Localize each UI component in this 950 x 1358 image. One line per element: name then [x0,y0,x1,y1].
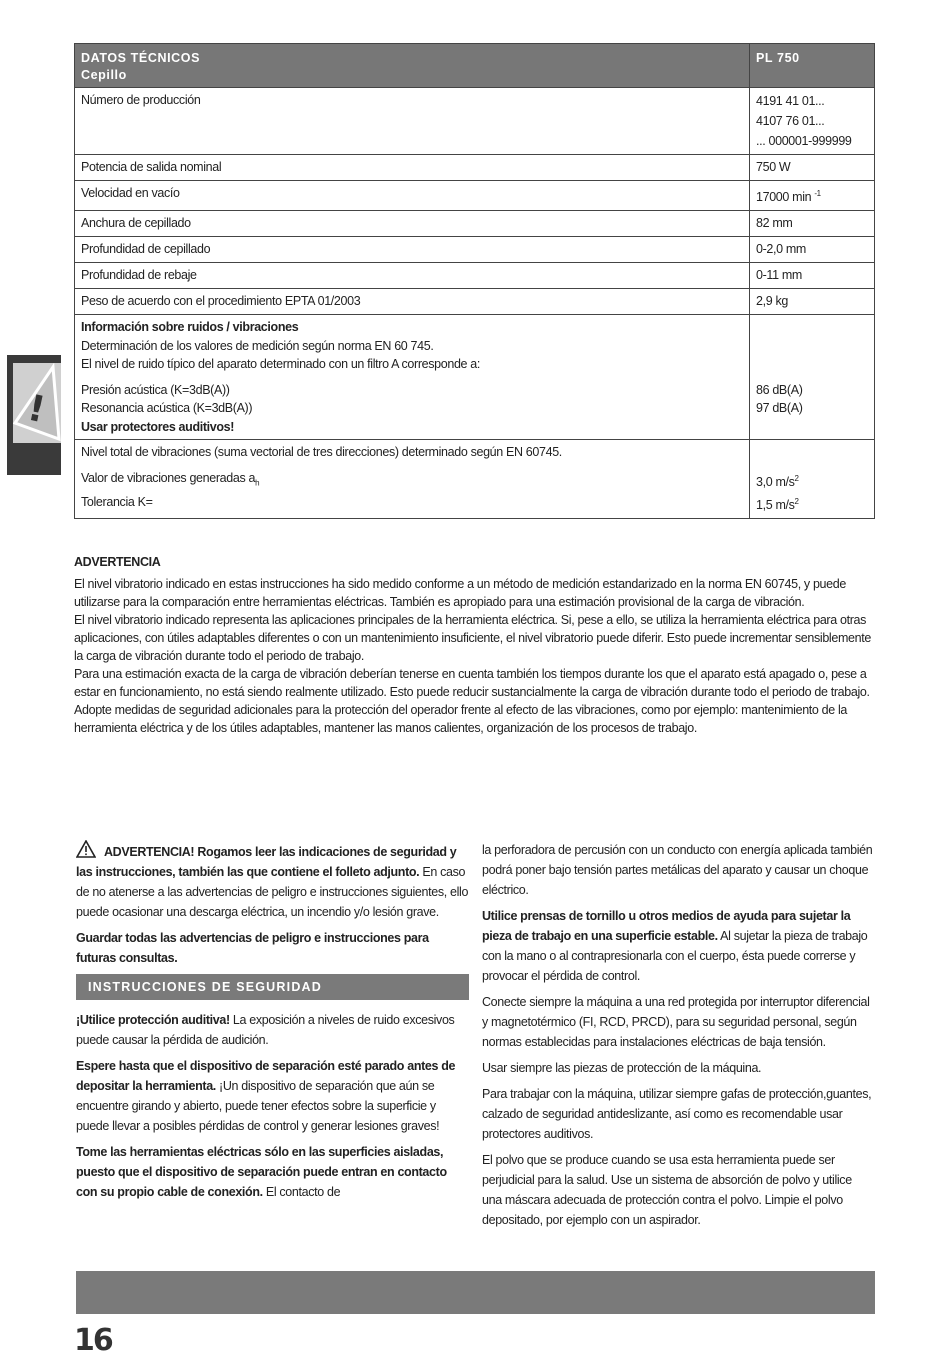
general-warning [76,840,469,922]
row-value [750,88,875,155]
vibration-value: 3,0 m/s [756,475,795,490]
pressure-label: Presión acústica (K=3dB(A)) [81,382,230,397]
keep-instructions [76,928,469,968]
row-value: 0-2,0 mm [750,237,875,263]
advertencia-paragraph: El nivel vibratorio indicado en estas instrucciones ha sido medido conforme a un método de medición estandarizado en la norma EN 60745, y puede utilizarse para la comparación entre herramientas eléctricas. También es apropiado para una estimación provisional de la carga de vibración. [74,577,846,609]
safety-text: La exposición a niveles de ruido excesivos puede causar la pérdida de audición. [76,1013,455,1047]
safety-bold: ¡Utilice protección auditiva! [76,1013,230,1027]
keep-text: Guardar todas las advertencias de peligro e instrucciones para futuras consultas. [76,931,429,965]
left-column [76,840,469,1208]
row-value: 2,9 kg [750,289,875,315]
model-name: PL 750 [750,44,875,88]
speed-value: 17000 min [756,190,812,205]
tolerance-label: Tolerancia K= [81,494,153,509]
row-value [750,181,875,211]
row-label: Potencia de salida nominal [75,155,750,181]
row-label: Profundidad de rebaje [75,263,750,289]
row-value: 82 mm [750,211,875,237]
section-heading: INSTRUCCIONES DE SEGURIDAD [76,974,469,1000]
prod-number-3: ... 000001-999999 [756,134,852,148]
vibration-info [75,440,750,519]
safety-bold: Utilice prensas de tornillo u otros medios de ayuda para sujetar la pieza de trabajo en una superficie estable. [482,909,851,943]
safety-paragraph: Usar siempre las piezas de protección de la máquina. [482,1061,762,1075]
warning-text: En caso de no atenerse a las advertencias de peligro e instrucciones siguientes, ello puede ocasionar una descarga eléctrica, un incendio y/o lesión grave. [76,865,469,919]
safety-bold: Tome las herramientas eléctricas sólo en las superficies aisladas, puesto que el dispositivo de separación puede entran en contacto con su propio cable de conexión. [76,1145,447,1199]
advertencia-paragraph: Adopte medidas de seguridad adicionales para la protección del operador frente al efecto de las vibraciones, como por ejemplo: mantenimiento de la herramienta eléctrica y de los útiles adaptables, mantener las manos calientes, organización de los procesos de trabajo. [74,703,848,735]
vibration-values [750,440,875,519]
row-value: 0-11 mm [750,263,875,289]
table-subtitle: Cepillo [81,68,127,82]
table-row [75,181,875,211]
advertencia-paragraph: El nivel vibratorio indicado representa las aplicaciones principales de la herramienta eléctrica. Si, pese a ello, se utiliza la herramienta eléctrica para otras aplicaciones, con útiles adaptables diferentes o con un mantenimiento insuficiente, el nivel vibratorio puede diferir. Esto puede incrementar sensiblemente la carga de vibración durante todo el periodo de trabajo. [74,613,871,663]
safety-text: Al sujetar la pieza de trabajo con la mano o al contrapresionarla con el cuerpo, ésta puede correrse y provocar el pérdida de control. [482,929,868,983]
safety-paragraph [76,1056,469,1136]
table-row [75,263,875,289]
right-column [482,840,874,1236]
unit-exp: 2 [794,497,799,507]
row-label: Peso de acuerdo con el procedimiento EPTA 01/2003 [75,289,750,315]
resonance-label: Resonancia acústica (K=3dB(A)) [81,401,253,416]
safety-paragraph [482,906,874,986]
vibration-line-1: Nivel total de vibraciones (suma vectorial de tres direcciones) determinado según EN 60745. [81,445,562,460]
advertencia-title: ADVERTENCIA [74,555,161,569]
table-row [75,237,875,263]
ear-protection-note: Usar protectores auditivos! [81,419,235,434]
vibration-value-label: Valor de vibraciones generadas a [81,471,256,486]
warning-bold: ADVERTENCIA! Rogamos leer las indicaciones de seguridad y las instrucciones, también las que contiene el folleto adjunto. [76,845,457,879]
noise-line-1: Determinación de los valores de medición según norma EN 60 745. [81,338,434,353]
safety-paragraph [76,1010,469,1050]
row-label: Anchura de cepillado [75,211,750,237]
table-row [75,88,875,155]
warning-side-tab [7,355,61,475]
tech-data-table [74,43,875,519]
row-value: 750 W [750,155,875,181]
vibration-sub: h [255,478,260,488]
speed-unit-exp: -1 [814,189,821,198]
table-title: DATOS TÉCNICOS [81,51,201,65]
advertencia-block [74,553,874,737]
vibration-row [75,440,875,519]
safety-paragraph: Para trabajar con la máquina, utilizar siempre gafas de protección,guantes, calzado de seguridad antideslizante, así como es recomendable usar protectores auditivos. [482,1087,872,1141]
prod-number-1: 4191 41 01... [756,94,825,108]
row-label: Número de producción [75,88,750,155]
table-header-row [75,44,875,88]
page-number: 16 [74,1323,112,1358]
noise-title: Información sobre ruidos / vibraciones [81,320,299,335]
pressure-value: 86 dB(A) [756,382,803,397]
row-label: Profundidad de cepillado [75,237,750,263]
row-label: Velocidad en vacío [75,181,750,211]
unit-exp: 2 [794,474,799,484]
safety-text: El contacto de [262,1185,341,1199]
svg-text:!: ! [24,387,49,432]
advertencia-paragraph: Para una estimación exacta de la carga de vibración deberían tenerse en cuenta también los tiempos durante los que el aparato está apagado o, pese a estar en funcionamiento, no está siendo realmente utilizado. Esto puede reducir sustancialmente la carga de vibración durante todo el periodo de trabajo. [74,667,870,699]
table-row [75,289,875,315]
safety-paragraph: El polvo que se produce cuando se usa esta herramienta puede ser perjudicial para la salud. Use un sistema de absorción de polvo y utilice una máscara adecuada de protección contra el polvo. Limpie el polvo depositado, por ejemplo con un aspirador. [482,1153,852,1227]
noise-line-2: El nivel de ruido típico del aparato determinado con un filtro A corresponde a: [81,357,481,372]
warning-tab-inner [13,363,61,443]
noise-info [75,315,750,440]
safety-paragraph: Conecte siempre la máquina a una red protegida por interruptor diferencial y magnetotérmico (FI, RCD, PRCD), para su seguridad personal, según normas establecidas para instalaciones eléctricas de baja tensión. [482,995,870,1049]
table-row [75,155,875,181]
footer-bar [76,1271,875,1314]
prod-number-2: 4107 76 01... [756,114,825,128]
warning-icon [76,840,96,858]
table-row [75,211,875,237]
safety-bold: Espere hasta que el dispositivo de separación esté parado antes de depositar la herramienta. [76,1059,456,1093]
safety-paragraph: la perforadora de percusión con un conducto con energía aplicada también podrá poner bajo tensión partes metálicas del aparato y causar un choque eléctrico. [482,843,873,897]
safety-paragraph [76,1142,469,1202]
warning-triangle-icon [13,363,61,443]
tolerance-value: 1,5 m/s [756,498,795,513]
resonance-value: 97 dB(A) [756,401,803,416]
noise-row [75,315,875,440]
safety-text: ¡Un dispositivo de separación que aún se encuentre girando y abierto, puede tener efectos sobre la superficie y puede llevar a posibles pérdidas de control y generar lesiones graves! [76,1079,440,1133]
noise-values [750,315,875,440]
